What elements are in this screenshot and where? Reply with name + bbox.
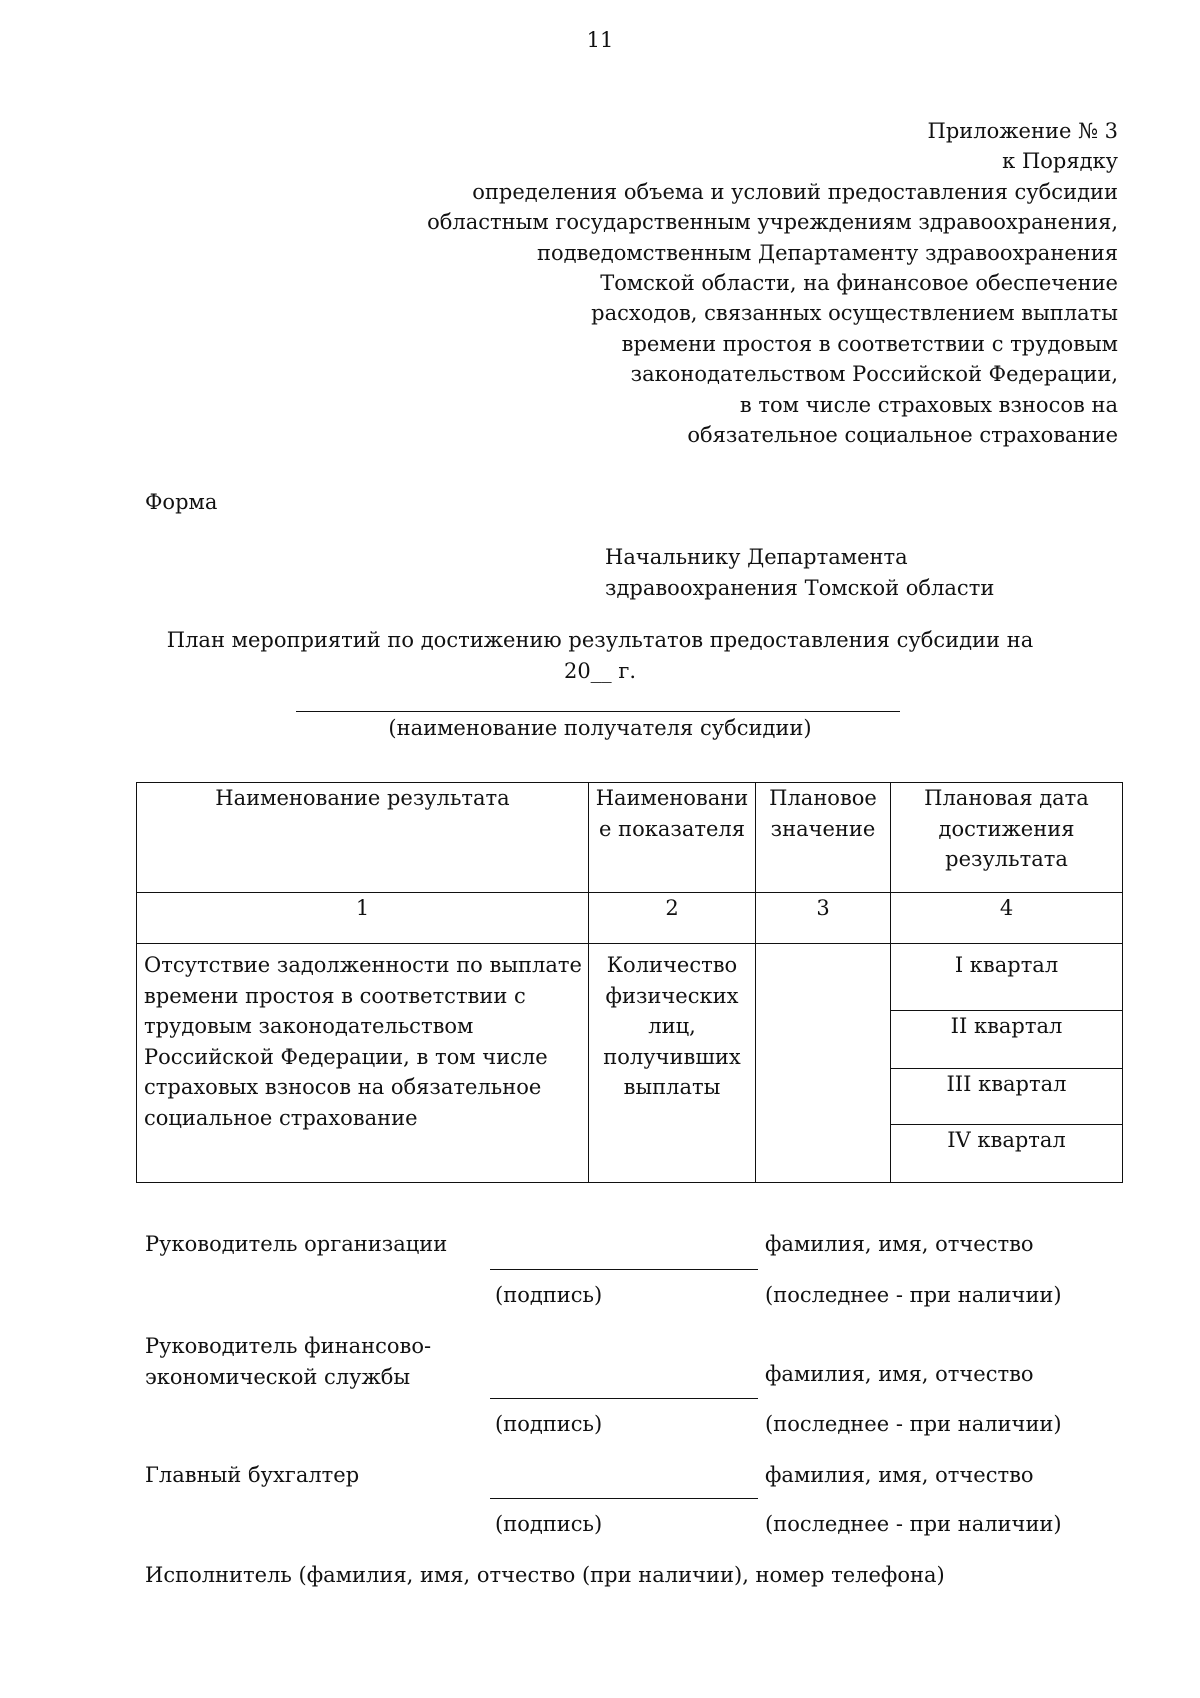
addressee-line: Начальнику Департамента (605, 545, 908, 569)
executor-line: Исполнитель (фамилия, имя, отчество (при наличии), номер телефона) (145, 1563, 945, 1587)
head-signature-line[interactable] (490, 1269, 758, 1270)
accountant-fio: фамилия, имя, отчество (765, 1463, 1034, 1487)
appendix-line: расходов, связанных осуществлением выплаты (591, 301, 1118, 326)
quarter-cell: II квартал (891, 1011, 1123, 1069)
header-indicator: Наименовани е показателя (589, 783, 756, 893)
column-number: 4 (891, 893, 1123, 944)
appendix-line: в том числе страховых взносов на (739, 392, 1118, 417)
accountant-signature-caption: (подпись) (495, 1512, 603, 1536)
finance-fio: фамилия, имя, отчество (765, 1362, 1034, 1386)
column-number: 2 (589, 893, 756, 944)
table-row (137, 944, 1123, 1011)
recipient-name-line (296, 711, 900, 712)
plan-value-cell[interactable] (756, 944, 891, 1183)
addressee (605, 542, 994, 604)
header-plan-value: Плановое значение (756, 783, 891, 893)
appendix-line: к Порядку (1002, 149, 1118, 174)
plan-title-year: 20__ г. (563, 659, 637, 683)
finance-signature-line[interactable] (490, 1398, 758, 1399)
addressee-line: здравоохранения Томской области (605, 576, 995, 600)
appendix-block (427, 116, 1118, 450)
form-label: Форма (145, 490, 218, 514)
appendix-line: подведомственным Департаменту здравоохранения (536, 240, 1118, 265)
quarter-cell: I квартал (891, 944, 1123, 1011)
appendix-line: Приложение № 3 (927, 119, 1118, 143)
quarter-cell: III квартал (891, 1069, 1123, 1125)
plan-title (100, 625, 1100, 687)
accountant-label: Главный бухгалтер (145, 1463, 360, 1487)
finance-signature-caption: (подпись) (495, 1412, 603, 1436)
column-number: 1 (137, 893, 589, 944)
appendix-line: Томской области, на финансовое обеспечение (600, 271, 1118, 296)
quarter-cell: IV квартал (891, 1125, 1123, 1183)
result-name-cell: Отсутствие задолженности по выплате времени простоя в соответствии с трудовым законодательством Российской Федерации, в том числе страховых взносов на обязательное социальное страхование (137, 944, 589, 1183)
appendix-line: времени простоя в соответствии с трудовым (621, 331, 1118, 356)
plan-title-line: План мероприятий по достижению результатов предоставления субсидии на (166, 628, 1034, 652)
column-number-row (137, 893, 1123, 944)
finance-fio-note: (последнее - при наличии) (765, 1412, 1062, 1436)
column-number: 3 (756, 893, 891, 944)
finance-label: Руководитель финансово- экономической службы (145, 1334, 432, 1389)
header-result-name: Наименование результата (137, 783, 589, 893)
recipient-caption: (наименование получателя субсидии) (388, 716, 812, 740)
plan-table (136, 782, 1123, 1183)
appendix-line: определения объема и условий предоставления субсидии (472, 179, 1118, 204)
table-header-row (137, 783, 1123, 893)
head-fio-note: (последнее - при наличии) (765, 1283, 1062, 1307)
appendix-line: областным государственным учреждениям здравоохранения, (427, 210, 1118, 235)
head-label: Руководитель организации (145, 1232, 448, 1256)
accountant-signature-line[interactable] (490, 1498, 758, 1499)
head-signature-caption: (подпись) (495, 1283, 603, 1307)
appendix-line: законодательством Российской Федерации, (630, 362, 1118, 387)
page-number: 11 (586, 28, 614, 52)
accountant-fio-note: (последнее - при наличии) (765, 1512, 1062, 1536)
appendix-line: обязательное социальное страхование (687, 423, 1118, 448)
head-fio: фамилия, имя, отчество (765, 1232, 1034, 1256)
indicator-cell: Количество физических лиц, получивших выплаты (589, 944, 756, 1183)
header-plan-date: Плановая дата достижения результата (891, 783, 1123, 893)
